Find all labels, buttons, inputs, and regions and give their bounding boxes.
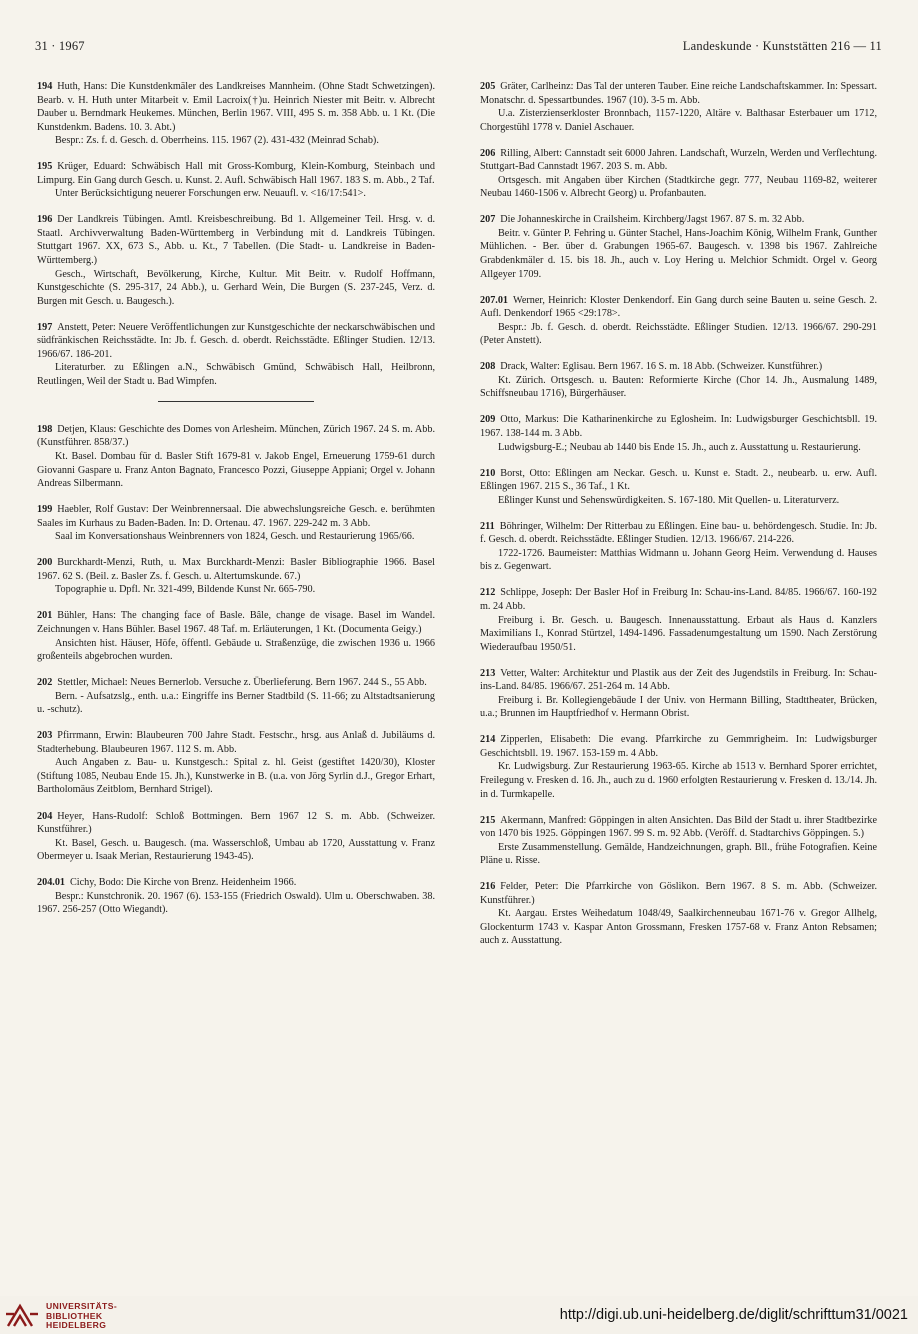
library-name[interactable] xyxy=(46,1302,117,1331)
entry-citation xyxy=(37,213,435,267)
bibliography-entry xyxy=(37,609,435,663)
header-volume: 31 · 1967 xyxy=(35,39,85,53)
bibliography-entry xyxy=(480,667,877,721)
entry-number: 216 xyxy=(480,881,496,893)
entry-annotation: Bespr.: Jb. f. Gesch. d. oberdt. Reichsstädte. Eßlinger Studien. 12/13. 1966/67. 290-291 (Peter Anstett). xyxy=(480,321,877,347)
entry-annotation: Ludwigsburg-E.; Neubau ab 1440 bis Ende 15. Jh., auch z. Ausstattung u. Restaurierung. xyxy=(498,441,861,453)
entry-citation xyxy=(480,520,877,547)
bibliography-entry xyxy=(480,880,877,948)
entry-number: 202 xyxy=(37,677,53,689)
entry-text: Stettler, Michael: Neues Bernerlob. Versuche z. Überlieferung. Bern 1967. 244 S., 55 Abb. xyxy=(57,677,427,689)
entry-number: 209 xyxy=(480,414,496,426)
entry-annotation: Topographie u. Dpfl. Nr. 321-499, Bildende Kunst Nr. 665-790. xyxy=(55,584,316,596)
entry-number: 211 xyxy=(480,520,495,532)
entry-text: Krüger, Eduard: Schwäbisch Hall mit Gross-Komburg, Klein-Komburg, Steinbach und Limpurg. Ein Gang durch Gesch. u. Kunst. 2. Aufl. Schwäbisch Hall 1967. 183 S. m. Abb., 2 Taf. xyxy=(37,161,435,186)
bibliography-entry xyxy=(37,213,435,308)
running-header xyxy=(35,38,882,54)
entry-number: 194 xyxy=(37,81,53,92)
entry-number: 208 xyxy=(480,361,496,373)
bibliography-entry xyxy=(37,810,435,864)
entry-annotation: Beitr. v. Günter P. Fehring u. Günter Stachel, Hans-Joachim König, Wilhelm Frank, Gunther Mühlichen. - Ber. über d. Grabungen 1965-67. Baugesch. v. 1398 bis 1967. Zahlreiche Grabdenkmäler d. 15. bis 18. Jh., auch v. Loy Hering u. Melchior Schmidt. Orgel v. Georg Allgeyer 1709. xyxy=(480,227,877,280)
entry-text: Anstett, Peter: Neuere Veröffentlichungen zur Kunstgeschichte der neckarschwäbischen und südfränkischen Reichsstädte. In: Jb. f. Gesch. d. oberdt. Reichsstädte. Eßlinger Studien. 12/13. 1966/67. 186-201. xyxy=(37,321,435,360)
entry-citation xyxy=(480,360,877,374)
bibliography-entry xyxy=(37,876,435,917)
bibliography-entry xyxy=(480,413,877,454)
entry-citation xyxy=(37,80,435,134)
entry-text: Heyer, Hans-Rudolf: Schloß Bottmingen. Bern 1967 12 S. m. Abb. (Schweizer. Kunstführer.) xyxy=(37,810,435,836)
entry-citation xyxy=(480,667,877,694)
entry-citation xyxy=(37,729,435,756)
entry-number: 199 xyxy=(37,504,53,516)
bibliography-entry xyxy=(480,213,877,281)
entry-annotation: Gesch., Wirtschaft, Bevölkerung, Kirche, Kultur. Mit Beitr. v. Rudolf Hoffmann, Kunstgeschichte (S. 295-317, 24 Abb.), u. Gerhard Wein, Die Burgen (S. 237-245, Verz. d. Burgen mit Gesch. u. Baugesch.). xyxy=(37,268,435,307)
entry-text: Werner, Heinrich: Kloster Denkendorf. Ein Gang durch seine Bauten u. seine Gesch. 2. Aufl. Denkendorf 1965 <29:178>. xyxy=(480,294,877,320)
entry-annotation: Kt. Zürich. Ortsgesch. u. Bauten: Reformierte Kirche (Chor 14. Jh., Ausmalung 1489, Schiffsneubau 1716), Bürgerhäuser. xyxy=(480,374,877,400)
entry-text: Pfirrmann, Erwin: Blaubeuren 700 Jahre Stadt. Festschr., hrsg. aus Anlaß d. Jubiläums d. Stadterhebung. Blaubeuren 1967. 112 S. m. Abb. xyxy=(37,730,435,755)
entry-annotation: Bern. - Aufsatzslg., enth. u.a.: Eingriffe ins Berner Stadtbild (S. 11-66; zu Altstadtsanierung u. -schutz). xyxy=(37,690,435,716)
entry-citation xyxy=(37,810,435,837)
bibliography-entry xyxy=(37,676,435,717)
entry-number: 214 xyxy=(480,734,496,746)
entry-annotation: Literaturber. zu Eßlingen a.N., Schwäbisch Gmünd, Schwäbisch Hall, Heilbronn, Reutlingen, Weil der Stadt u. Bad Wimpfen. xyxy=(37,362,435,387)
bibliography-entry xyxy=(480,520,877,574)
entry-citation xyxy=(37,556,435,583)
entry-text: Huth, Hans: Die Kunstdenkmäler des Landkreises Mannheim. (Ohne Stadt Schwetzingen). Bearb. v. H. Huth unter Mitarbeit v. Emil Lacroix(†)u. Heinrich Niester mit Beitr. v. Albrecht Dauber u. Berndmark Heukemes. München, Berlin 1967. VIII, 495 S. m. 358 Abb. u. 1 Kt. (Die Kunstdenkm. Badens. 10. 3. Abt.) xyxy=(37,81,435,133)
entry-text: Zipperlen, Elisabeth: Die evang. Pfarrkirche zu Gemmrigheim. In: Ludwigsburger Geschichtsbll. 19. 1967. 153-159 m. 4 Abb. xyxy=(480,734,877,759)
entry-text: Rilling, Albert: Cannstadt seit 6000 Jahren. Landschaft, Wurzeln, Werden und Verflechtung. Stuttgart-Bad Cannstadt 1967. 203 S. m. Abb. xyxy=(480,147,877,173)
entry-number: 213 xyxy=(480,667,496,679)
bibliography-entry xyxy=(37,423,435,491)
entry-text: Gräter, Carlheinz: Das Tal der unteren Tauber. Eine reiche Landschaftskammer. In: Spessart. Monatschr. d. Spessartbundes. 1967 (10). 3-5 m. Abb. xyxy=(480,81,877,106)
entry-number: 207 xyxy=(480,214,496,226)
entry-annotation: Ortsgesch. mit Angaben über Kirchen (Stadtkirche gegr. 777, Neubau 1169-82, weiterer Neubau 1460-1506 v. Albrecht Georg) u. Profanbauten. xyxy=(480,174,877,200)
entry-annotation: Freiburg i. Br. Gesch. u. Baugesch. Innenausstattung. Erbaut als Haus d. Kanzlers Maximilians I., Konrad Stürtzel, 1494-1496. Fassadenumgestaltung um 1590. Nach Zerstörung Wiederaufbau 1950/51. xyxy=(480,614,877,653)
entry-text: Schlippe, Joseph: Der Basler Hof in Freiburg In: Schau-ins-Land. 84/85. 1966/67. 160-192 m. 24 Abb. xyxy=(480,587,877,612)
entry-number: 196 xyxy=(37,214,53,226)
permalink-url[interactable]: http://digi.ub.uni-heidelberg.de/diglit/schrifttum31/0021 xyxy=(559,1307,908,1323)
entry-citation xyxy=(37,503,435,530)
entry-number: 210 xyxy=(480,467,496,479)
entry-annotation: Erste Zusammenstellung. Gemälde, Handzeichnungen, graph. Bll., frühe Fotografien. Keine Pläne u. Risse. xyxy=(480,841,877,867)
bibliography-entry xyxy=(480,294,877,348)
entry-text: Böhringer, Wilhelm: Der Ritterbau zu Eßlingen. Eine bau- u. behördengesch. Studie. In: Jb. f. Gesch. d. oberdt. Reichsstädte. Eßlinger Studien. 12/13. 1966/67. 214-226. xyxy=(480,520,877,546)
entry-text: Bühler, Hans: The changing face of Basle. Bâle, change de visage. Basel im Wandel. Zeichnungen v. Hans Bühler. Basel 1967. 48 Taf. m. Erläuterungen, 1 Kt. (Documenta Geigy.) xyxy=(37,610,435,635)
entry-citation xyxy=(480,80,877,107)
entry-annotation: Freiburg i. Br. Kollegiengebäude I der Univ. von Hermann Billing, Stadttheater, Brücken, u.a.; Brunnen im Hauptfriedhof v. Hermann Obrist. xyxy=(480,694,877,720)
entry-annotation: Kt. Basel. Dombau für d. Basler Stift 1679-81 v. Jakob Engel, Erneuerung 1759-61 durch Giovanni Gaspare u. Franz Anton Bagnato, Francesco Pozzi, Giuseppe Appiani; Orgel v. Johann Andreas Silbermann. xyxy=(37,451,435,490)
entry-text: Felder, Peter: Die Pfarrkirche von Göslikon. Bern 1967. 8 S. m. Abb. (Schweizer. Kunstführer.) xyxy=(480,881,877,906)
bibliography-entry xyxy=(37,160,435,201)
entry-number: 206 xyxy=(480,147,496,159)
bibliography-entry xyxy=(480,147,877,201)
bibliography-entry xyxy=(37,503,435,544)
entry-number: 198 xyxy=(37,423,53,435)
bibliography-entry xyxy=(480,80,877,134)
entry-number: 200 xyxy=(37,557,53,569)
entry-citation xyxy=(37,423,435,450)
entry-number: 195 xyxy=(37,161,53,173)
bibliography-entry xyxy=(480,733,877,801)
entry-citation xyxy=(37,609,435,636)
entry-citation xyxy=(37,876,435,890)
section-divider xyxy=(158,401,314,402)
entry-annotation: Bespr.: Kunstchronik. 20. 1967 (6). 153-155 (Friedrich Oswald). Ulm u. Oberschwaben. 38. 1967. 256-257 (Otto Wiegandt). xyxy=(37,890,435,916)
entry-text: Drack, Walter: Eglisau. Bern 1967. 16 S. m. 18 Abb. (Schweizer. Kunstführer.) xyxy=(500,361,823,373)
entry-text: Akermann, Manfred: Göppingen in alten Ansichten. Das Bild der Stadt u. ihrer Stadtbezirke von 1470 bis 1925. Göppingen 1967. 99 S. m. 92 Abb. (Veröff. d. Stadtarchivs Göppingen. 5.) xyxy=(480,814,877,840)
logo-line: UNIVERSITÄTS- xyxy=(46,1301,118,1311)
entry-citation xyxy=(37,321,435,362)
entry-annotation: U.a. Zisterzienserkloster Bronnbach, 1157-1220, Altäre v. Balthasar Esterbauer um 1712, Chorgestühl 1778 v. Daniel Aschauer. xyxy=(480,108,877,133)
entry-number: 197 xyxy=(37,321,53,333)
entry-number: 215 xyxy=(480,814,496,826)
entry-text: Burckhardt-Menzi, Ruth, u. Max Burckhardt-Menzi: Basler Bibliographie 1966. Basel 1967. 62 S. (Beil. z. Basler Zs. f. Gesch. u. Altertumskunde. 67.) xyxy=(37,557,435,582)
entry-number: 204 xyxy=(37,810,53,822)
entry-citation xyxy=(480,213,877,227)
left-column xyxy=(37,80,435,929)
entry-annotation: Bespr.: Zs. f. d. Gesch. d. Oberrheins. 115. 1967 (2). 431-432 (Meinrad Schab). xyxy=(55,135,379,147)
entry-text: Die Johanneskirche in Crailsheim. Kirchberg/Jagst 1967. 87 S. m. 32 Abb. xyxy=(500,214,805,226)
bibliography-entry xyxy=(480,467,877,508)
entry-text: Otto, Markus: Die Katharinenkirche zu Eglosheim. In: Ludwigsburger Geschichtsbll. 19. 1967. 138-144 m. 3 Abb. xyxy=(480,414,877,439)
footer-bar xyxy=(0,1296,918,1334)
bibliography-entry xyxy=(37,729,435,797)
entry-annotation: Kt. Basel, Gesch. u. Baugesch. (ma. Wasserschloß, Umbau ab 1720, Ausstattung v. Franz Obermeyer u. Isaak Merian, Restaurierung 1943-45). xyxy=(37,837,435,863)
entry-annotation: Kt. Aargau. Erstes Weihedatum 1048/49, Saalkirchenneubau 1671-76 v. Gregor Allhelg, Glockenturm 1743 v. Kaspar Anton Grossmann, Fresken 1757-68 v. Franz Anton Rebsamen; auch z. Ausstattung. xyxy=(480,908,877,947)
entry-citation xyxy=(37,160,435,187)
entry-annotation: Ansichten hist. Häuser, Höfe, öffentl. Gebäude u. Straßenzüge, die zwischen 1936 u. 1966 großenteils abgebrochen wurden. xyxy=(37,637,435,663)
right-column xyxy=(480,80,877,960)
entry-annotation: Kr. Ludwigsburg. Zur Restaurierung 1963-65. Kirche ab 1513 v. Bernhard Sporer errichtet, Freilegung v. Fresken d. 16. Jh., auch zu d. 1960 erfolgten Restaurierung v. Fresken d. 13./14. Jh. in d. Turmkapelle. xyxy=(480,761,877,800)
entry-citation xyxy=(480,147,877,174)
entry-number: 205 xyxy=(480,81,496,92)
entry-citation xyxy=(480,586,877,613)
entry-annotation: 1722-1726. Baumeister: Matthias Widmann u. Johann Georg Heim. Verwendung d. Hauses bis z. Gegenwart. xyxy=(480,547,877,573)
entry-citation xyxy=(480,880,877,907)
entry-citation xyxy=(37,676,435,690)
logo-line: HEIDELBERG xyxy=(46,1320,107,1331)
entry-number: 207.01 xyxy=(480,294,509,306)
bibliography-entry xyxy=(480,360,877,401)
entry-citation xyxy=(480,413,877,440)
entry-text: Cichy, Bodo: Die Kirche von Brenz. Heidenheim 1966. xyxy=(70,877,297,889)
entry-text: Haebler, Rolf Gustav: Der Weinbrennersaal. Die abwechslungsreiche Gesch. e. berühmten Saales im Kurhaus zu Baden-Baden. In: D. Ortenau. 47. 1967. 229-242 m. 3 Abb. xyxy=(37,504,435,529)
entry-text: Detjen, Klaus: Geschichte des Domes von Arlesheim. München, Zürich 1967. 24 S. m. Abb. (Kunstführer. 858/37.) xyxy=(37,423,435,449)
entry-annotation: Auch Angaben z. Bau- u. Kunstgesch.: Spital z. hl. Geist (gestiftet 1420/30), Kloster (Stiftung 1085, Neubau Ende 15. Jh.), Kunstwerke in B. (u.a. von Jörg Syrlin d.J., Gregor Erhart, Bartholomäus Zeitblom, Bernhard Strigel). xyxy=(37,757,435,796)
bibliography-entry xyxy=(480,586,877,654)
entry-text: Vetter, Walter: Architektur und Plastik aus der Zeit des Jugendstils in Freiburg. In: Schau-ins-Land. 84/85. 1966/67. 251-264 m. 14 Abb. xyxy=(480,667,877,693)
entry-citation xyxy=(480,294,877,321)
entry-citation xyxy=(480,733,877,760)
university-library-logo-icon[interactable] xyxy=(4,1300,40,1330)
entry-citation xyxy=(480,814,877,841)
entry-number: 204.01 xyxy=(37,877,66,889)
bibliography-entry xyxy=(480,814,877,868)
entry-number: 212 xyxy=(480,587,496,599)
bibliography-entry xyxy=(37,321,435,389)
header-section: Landeskunde · Kunststätten 216 — 11 xyxy=(682,39,882,53)
entry-text: Borst, Otto: Eßlingen am Neckar. Gesch. u. Kunst e. Stadt. 2., neubearb. u. erw. Aufl. Eßlingen 1967. 215 S., 36 Taf., 1 Kt. xyxy=(480,467,877,493)
entry-citation xyxy=(480,467,877,494)
logo-line: BIBLIOTHEK xyxy=(46,1310,103,1321)
entry-annotation: Eßlinger Kunst und Sehenswürdigkeiten. S. 167-180. Mit Quellen- u. Literaturverz. xyxy=(498,494,840,506)
bibliography-entry xyxy=(37,80,435,148)
entry-annotation: Saal im Konversationshaus Weinbrenners von 1824, Gesch. und Restaurierung 1965/66. xyxy=(55,531,415,543)
bibliography-entry xyxy=(37,556,435,597)
entry-number: 201 xyxy=(37,610,53,622)
entry-number: 203 xyxy=(37,730,53,742)
entry-text: Der Landkreis Tübingen. Amtl. Kreisbeschreibung. Bd 1. Allgemeiner Teil. Hrsg. v. d. Staatl. Archivverwaltung Baden-Württemberg in Verbindung mit d. Landkreis Tübingen. Stuttgart 1967. XX, 673 S., Abb. u. Kt., 7 Tabellen. (Die Stadt- u. Landkreise in Baden-Württemberg.) xyxy=(37,214,435,267)
entry-annotation: Unter Berücksichtigung neuerer Forschungen erw. Neuaufl. v. <16/17:541>. xyxy=(55,188,366,200)
